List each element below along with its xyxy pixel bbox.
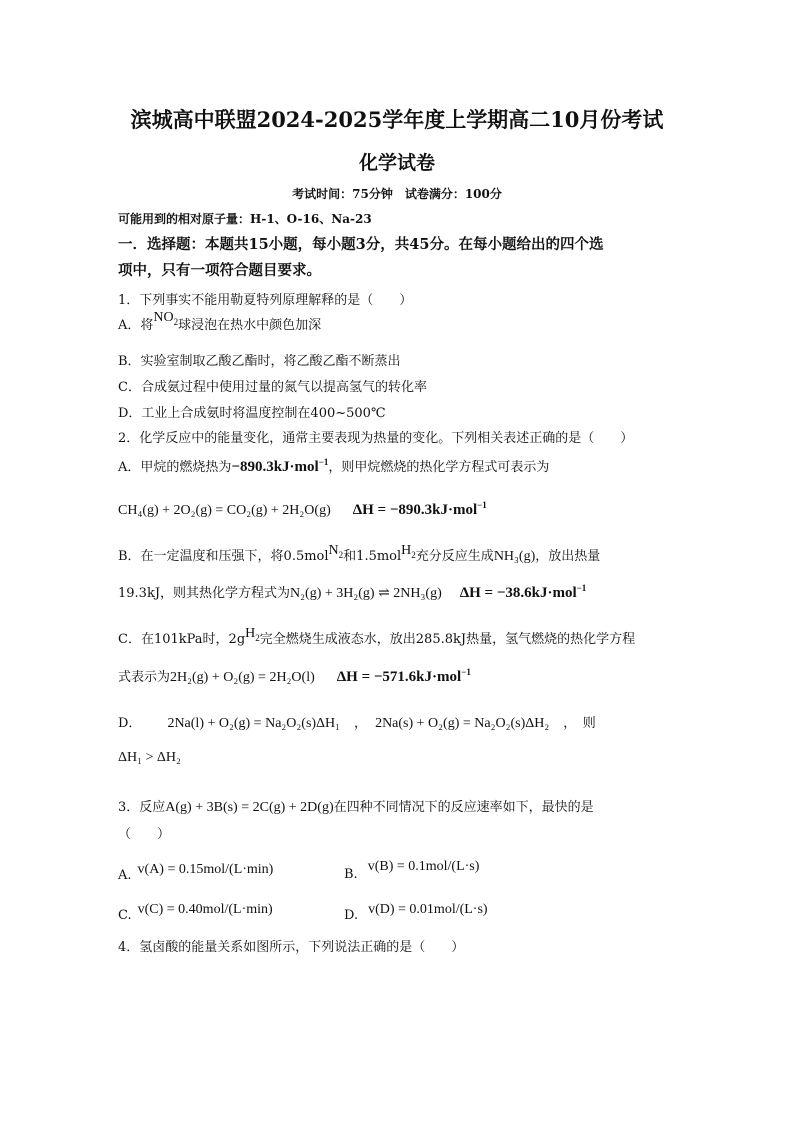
q2-b-equation-line xyxy=(118,582,586,602)
no2-symbol: NO xyxy=(153,310,174,325)
q3-option-b xyxy=(344,859,480,882)
h2-formula-c xyxy=(245,626,260,641)
q2-d-equation2: 2Na(s) + O₂(g) = Na₂O₂(s)ΔH₂ xyxy=(375,716,550,731)
q3-stem-prefix: 3．反应 xyxy=(118,800,166,815)
q1-option-a xyxy=(118,310,322,335)
q4-stem: 4．氢卤酸的能量关系如图所示，下列说法正确的是（ ） xyxy=(118,940,465,955)
q2-option-a xyxy=(118,456,549,476)
atomic-mass-note: 可能用到的相对原子量：H-1、O-16、Na-23 xyxy=(118,212,372,226)
no2-subscript: 2 xyxy=(173,316,179,327)
q2-c-dh-exponent: −1 xyxy=(461,667,471,677)
paper-subtitle: 化学试卷 xyxy=(358,152,435,174)
h2-subscript-b: 2 xyxy=(411,549,416,560)
q3-stem xyxy=(118,796,594,816)
exam-info: 考试时间：75分钟 试卷满分：100分 xyxy=(292,187,502,201)
q3-option-a xyxy=(118,862,274,883)
q2-b-enthalpy xyxy=(460,585,587,601)
section-heading-line1: 一．选择题：本题共15小题，每小题3分，共45分。在每小题给出的四个选 xyxy=(118,236,604,253)
q2-d-label: D． xyxy=(118,716,142,731)
h2-symbol-c: H xyxy=(245,626,256,641)
q2-a-dh-exponent: −1 xyxy=(477,500,487,510)
q2-a-value-exponent: −1 xyxy=(318,457,329,467)
q2-c-enthalpy xyxy=(337,669,471,685)
q3-reaction-equation: A(g) + 3B(s) = 2C(g) + 2D(g) xyxy=(165,800,334,815)
q1-option-b: B．实验室制取乙酸乙酯时，将乙酸乙酯不断蒸出 xyxy=(118,354,401,369)
q2-c-equation: 2H₂(g) + O₂(g) = 2H₂O(l) xyxy=(170,670,315,685)
q2-b-text3: ，放出热量 xyxy=(535,549,601,564)
q2-b-text4: 19.3kJ，则其热化学方程式为 xyxy=(118,586,291,601)
q2-a-combustion-heat xyxy=(231,459,328,475)
n2-formula xyxy=(329,543,344,558)
q2-option-c xyxy=(118,628,635,649)
q1-option-d: D．工业上合成氨时将温度控制在400~500℃ xyxy=(118,406,386,421)
q2-option-b xyxy=(118,545,600,566)
q2-c-equation-line xyxy=(118,666,471,686)
q2-stem: 2．化学反应中的能量变化，通常主要表现为热量的变化。下列相关表述正确的是（ ） xyxy=(118,431,634,446)
q2-d-then: ， 则 xyxy=(563,716,596,731)
q3-d-label: D. xyxy=(344,908,359,923)
q3-b-rate: v(B) = 0.1mol/(L·s) xyxy=(367,859,480,874)
q2-d-relation-line xyxy=(118,750,181,766)
q2-d-relation: ΔH₁ > ΔH₂ xyxy=(118,750,181,765)
n2-subscript: 2 xyxy=(338,549,344,560)
q1-a-prefix: A．将 xyxy=(118,318,154,333)
q3-a-rate: v(A) = 0.15mol/(L·min) xyxy=(137,862,274,877)
h2-symbol-b: H xyxy=(401,543,412,558)
q2-c-text3: 式表示为 xyxy=(118,670,171,685)
q3-c-rate: v(C) = 0.40mol/(L·min) xyxy=(137,902,273,917)
q3-c-label: C. xyxy=(118,908,132,923)
q2-b-dh-exponent: −1 xyxy=(576,583,587,593)
q2-c-text2: 完全燃烧生成液态水，放出285.8kJ热量，氢气燃烧的热化学方程 xyxy=(259,632,636,647)
q3-d-rate: v(D) = 0.01mol/(L·s) xyxy=(368,902,488,917)
q1-option-c: C．合成氨过程中使用过量的氮气以提高氢气的转化率 xyxy=(118,380,427,395)
q3-a-label: A. xyxy=(118,868,132,883)
q2-b-text1: B．在一定温度和压强下，将0.5mol xyxy=(118,549,329,564)
no2-formula xyxy=(153,310,178,325)
q2-d-comma: ， xyxy=(354,716,368,731)
q3-b-label: B. xyxy=(344,867,358,882)
h2-formula-b xyxy=(401,543,416,558)
q2-a-text: A．甲烷的燃烧热为 xyxy=(118,460,232,475)
q2-option-d xyxy=(118,712,596,732)
q2-b-text2: 充分反应生成 xyxy=(415,549,494,564)
q2-a-text2: ，则甲烷燃烧的热化学方程式可表示为 xyxy=(328,460,550,475)
q2-d-equation1: 2Na(l) + O₂(g) = Na₂O₂(s)ΔH₁ xyxy=(167,716,341,731)
q2-a-equation: CH₄(g) + 2O₂(g) = CO₂(g) + 2H₂O(g) xyxy=(118,503,331,518)
q2-c-text1: C．在101kPa时，2g xyxy=(118,632,246,647)
q2-a-dh-value: ΔH = −890.3kJ·mol xyxy=(352,502,478,518)
q3-stem-suffix: 在四种不同情况下的反应速率如下，最快的是 xyxy=(333,800,594,815)
q1-stem: 1．下列事实不能用勒夏特列原理解释的是（ ） xyxy=(118,293,413,308)
q3-option-c xyxy=(118,902,273,923)
q2-a-equation-line xyxy=(118,500,487,519)
q3-stem-paren: （ ） xyxy=(118,827,171,842)
q2-b-equation: N₂(g) + 3H₂(g) ⇌ 2NH₃(g) xyxy=(290,586,442,601)
q2-a-enthalpy xyxy=(353,502,487,518)
q3-option-d xyxy=(344,902,488,923)
q2-a-value: −890.3kJ·mol xyxy=(231,459,319,475)
q1-a-suffix: 球浸泡在热水中颜色加深 xyxy=(178,318,322,333)
n2-symbol: N xyxy=(328,543,339,558)
q2-c-dh-value: ΔH = −571.6kJ·mol xyxy=(336,669,462,685)
nh3-formula: NH₃(g) xyxy=(493,549,536,564)
h2-subscript-c: 2 xyxy=(255,632,260,643)
q2-b-dh-value: ΔH = −38.6kJ·mol xyxy=(459,585,577,601)
exam-title: 滨城高中联盟2024-2025学年度上学期高二10月份考试 xyxy=(130,107,664,132)
section-heading-line2: 项中，只有一项符合题目要求。 xyxy=(118,262,321,279)
q2-b-and: 和1.5mol xyxy=(343,549,402,564)
